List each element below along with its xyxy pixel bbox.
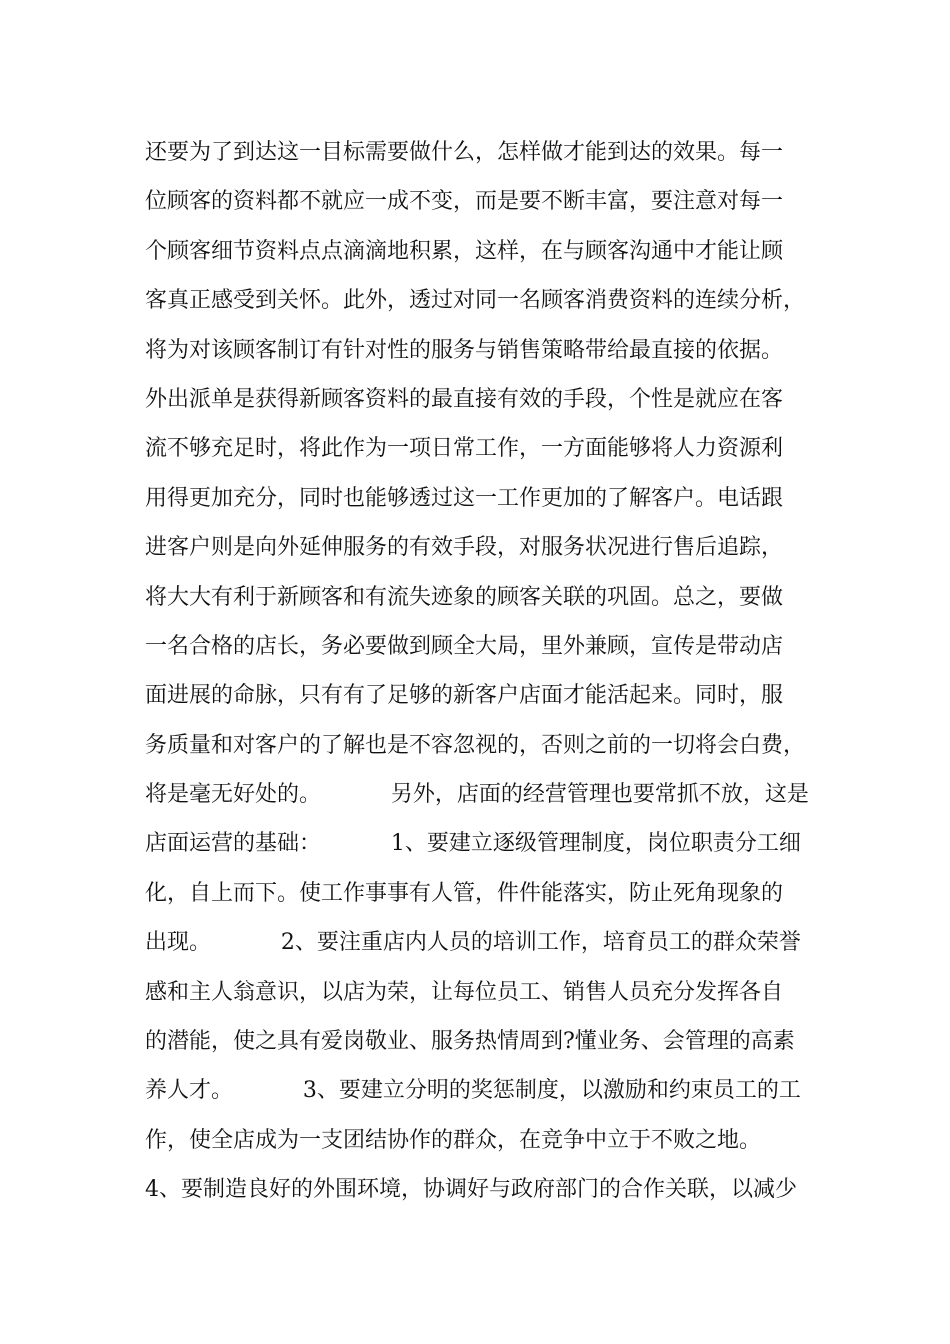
text-line: 务质量和对客户的了解也是不容忽视的，否则之前的一切将会白费， bbox=[145, 732, 806, 758]
text-line: 客真正感受到关怀。此外，透过对同一名顾客消费资料的连续分析， bbox=[145, 288, 806, 314]
text-line: 个顾客细节资料点点滴滴地积累，这样，在与顾客沟通中才能让顾 bbox=[145, 238, 784, 264]
text-line: 位顾客的资料都不就应一成不变，而是要不断丰富，要注意对每一 bbox=[145, 189, 784, 215]
body-text bbox=[145, 128, 825, 1215]
text-line: 还要为了到达这一目标需要做什么，怎样做才能到达的效果。每一 bbox=[145, 140, 784, 165]
text-line: 将是毫无好处的。 另外，店面的经营管理也要常抓不放，这是 bbox=[145, 782, 809, 808]
text-line: 用得更加充分，同时也能够透过这一工作更加的了解客户。电话跟 bbox=[145, 485, 784, 511]
text-line: 将为对该顾客制订有针对性的服务与销售策略带给最直接的依据。 bbox=[145, 337, 784, 363]
text-line: 流不够充足时，将此作为一项日常工作，一方面能够将人力资源利 bbox=[145, 436, 784, 462]
text-line: 出现。 2、要注重店内人员的培训工作，培育员工的群众荣誉 bbox=[145, 930, 801, 956]
text-line: 4、要制造良好的外围环境，协调好与政府部门的合作关联，以减少 bbox=[145, 1177, 797, 1203]
text-line: 作，使全店成为一支团结协作的群众，在竞争中立于不败之地。 bbox=[145, 1127, 762, 1153]
text-line: 将大大有利于新顾客和有流失迹象的顾客关联的巩固。总之，要做 bbox=[145, 584, 784, 610]
text-line: 面进展的命脉，只有有了足够的新客户店面才能活起来。同时，服 bbox=[145, 683, 784, 709]
text-line: 外出派单是获得新顾客资料的最直接有效的手段，个性是就应在客 bbox=[145, 386, 784, 412]
text-line: 的潜能，使之具有爱岗敬业、服务热情周到?懂业务、会管理的高素 bbox=[145, 1029, 795, 1055]
text-line: 感和主人翁意识，以店为荣，让每位员工、销售人员充分发挥各自 bbox=[145, 979, 784, 1005]
text-line: 店面运营的基础： 1、要建立逐级管理制度，岗位职责分工细 bbox=[145, 831, 801, 857]
text-line: 一名合格的店长，务必要做到顾全大局，里外兼顾，宣传是带动店 bbox=[145, 633, 784, 659]
text-line: 进客户则是向外延伸服务的有效手段，对服务状况进行售后追踪， bbox=[145, 535, 784, 561]
text-line: 养人才。 3、要建立分明的奖惩制度，以激励和约束员工的工 bbox=[145, 1078, 801, 1104]
text-line: 化，自上而下。使工作事事有人管，件件能落实，防止死角现象的 bbox=[145, 880, 784, 906]
